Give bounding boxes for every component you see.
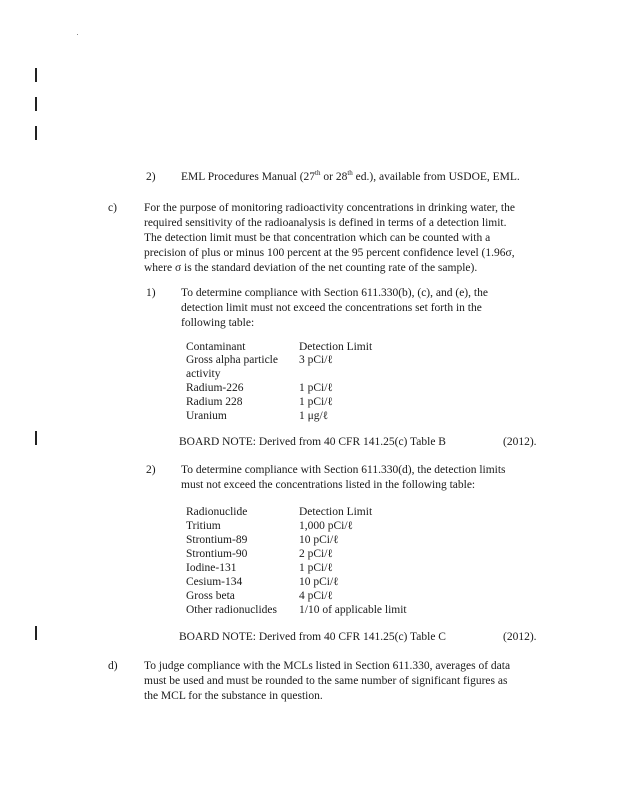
item-label: 2) [146,171,156,183]
table-cell: Gross beta [186,590,235,602]
reference-text: EML Procedures Manual (27th or 28th ed.), available from USDOE, EML. [181,169,520,183]
paragraph-line: To determine compliance with Section 611.330(b), (c), and (e), the [181,287,488,299]
paragraph-line: For the purpose of monitoring radioactivity concentrations in drinking water, the [144,202,515,214]
section-label: d) [108,660,118,672]
paragraph-line: To determine compliance with Section 611.330(d), the detection limits [181,464,506,476]
table-header: Contaminant [186,341,246,353]
table-cell: activity [186,368,221,380]
revision-bar [35,126,37,140]
table-cell: Other radionuclides [186,604,278,616]
table-cell: 10 pCi/ℓ [299,576,339,588]
table-cell: Tritium [186,520,221,532]
table-cell: 1/10 of applicable limit [299,604,407,616]
table-cell: Iodine-131 [186,562,237,574]
revision-bar [35,97,37,111]
section-label: c) [108,202,117,214]
table-cell: Radium-226 [186,382,244,394]
paragraph-line: must not exceed the concentrations listed in the following table: [181,479,476,491]
table-cell: Uranium [186,410,227,422]
table-cell: Cesium-134 [186,576,243,588]
table-header: Radionuclide [186,506,248,518]
board-note-year: (2012). [503,631,537,643]
table-cell: 1 pCi/ℓ [299,382,333,394]
paragraph-line: must be used and must be rounded to the same number of significant figures as [144,675,508,687]
table-cell: 2 pCi/ℓ [299,548,333,560]
table-header: Detection Limit [299,341,373,353]
paragraph-line: To judge compliance with the MCLs listed in Section 611.330, averages of data [144,660,511,672]
paragraph-line: following table: [181,317,255,329]
table-cell: Strontium-90 [186,548,248,560]
paragraph-line: detection limit must not exceed the concentrations set forth in the [181,302,482,314]
table-cell: Gross alpha particle [186,354,278,366]
item-label: 2) [146,464,156,476]
board-note: BOARD NOTE: Derived from 40 CFR 141.25(c) Table C [179,631,446,643]
table-cell: Radium 228 [186,396,243,408]
table-cell: 3 pCi/ℓ [299,354,333,366]
board-note: BOARD NOTE: Derived from 40 CFR 141.25(c) Table B [179,436,446,448]
table-cell: 10 pCi/ℓ [299,534,339,546]
revision-bar [35,431,37,445]
table-header: Detection Limit [299,506,373,518]
paragraph-line: precision of plus or minus 100 percent at the 95 percent confidence level (1.96σ, [144,247,515,259]
paragraph-line: The detection limit must be that concentration which can be counted with a [144,232,491,244]
table-cell: 1 μg/ℓ [299,410,329,422]
table-cell: Strontium-89 [186,534,248,546]
item-label: 1) [146,287,156,299]
scan-speck [77,34,78,35]
paragraph-line: where σ is the standard deviation of the net counting rate of the sample). [144,262,478,274]
paragraph-line: required sensitivity of the radioanalysis is defined in terms of a detection limit. [144,217,507,229]
revision-bar [35,68,37,82]
table-cell: 1 pCi/ℓ [299,562,333,574]
revision-bar [35,626,37,640]
board-note-year: (2012). [503,436,537,448]
paragraph-line: the MCL for the substance in question. [144,690,323,702]
table-cell: 1 pCi/ℓ [299,396,333,408]
table-cell: 1,000 pCi/ℓ [299,520,354,532]
table-cell: 4 pCi/ℓ [299,590,333,602]
